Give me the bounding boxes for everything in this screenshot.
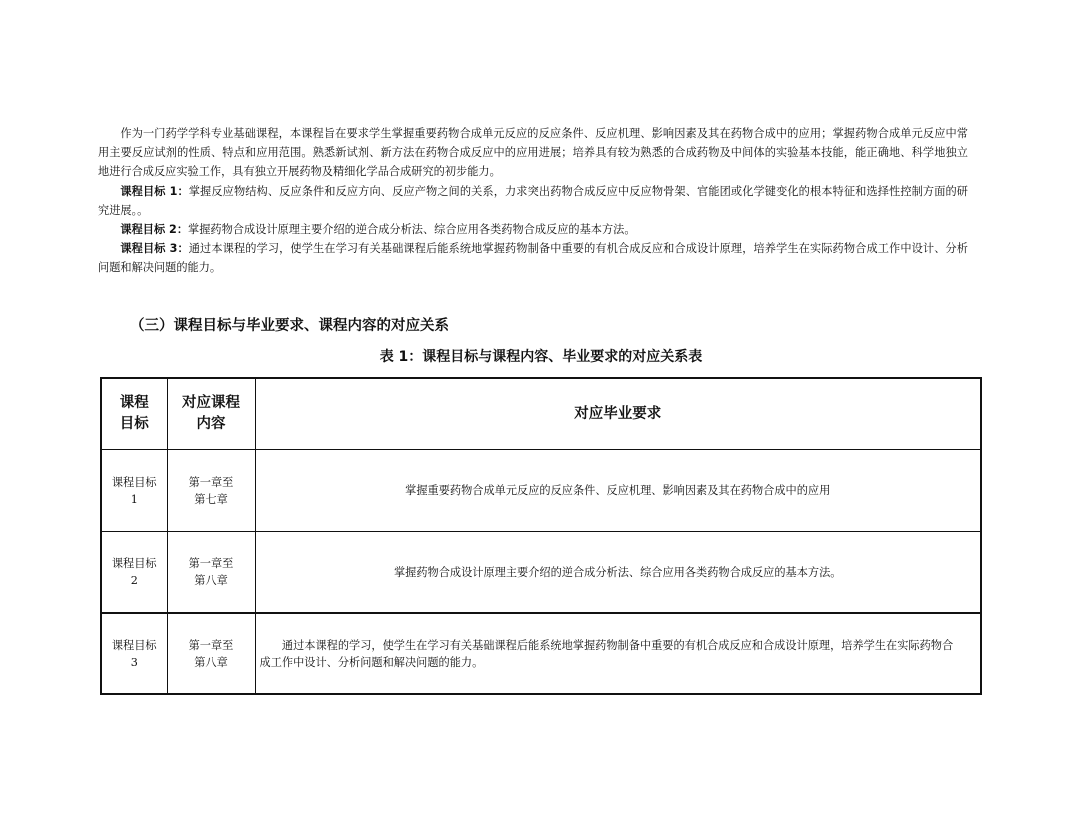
header-content-text: 对应课程内容 <box>181 395 240 432</box>
table-row <box>101 532 981 614</box>
cell-objective-text: 课程目标 3 <box>111 638 157 669</box>
objective-3-text: 通过本课程的学习，使学生在学习有关基础课程后能系统地掌握药物制备中重要的有机合成反应和合成设计原理，培养学生在实际药物合成工作中设计、分析问题和解决问题的能力。 <box>98 242 968 275</box>
cell-content-text: 第一章至第八章 <box>188 557 234 587</box>
cell-objective-text: 课程目标 1 <box>111 475 157 506</box>
cell-requirement <box>255 613 981 694</box>
header-requirement: 对应毕业要求 <box>255 378 981 450</box>
objective-1-paragraph <box>98 182 968 220</box>
objective-2-label: 课程目标 2： <box>120 223 189 237</box>
cell-objective <box>101 532 167 614</box>
cell-content <box>167 532 255 614</box>
section-heading: （三）课程目标与毕业要求、课程内容的对应关系 <box>130 318 449 334</box>
header-objective <box>101 378 167 450</box>
objective-3-paragraph <box>98 239 968 277</box>
cell-requirement-text: 通过本课程的学习，使学生在学习有关基础课程后能系统地掌握药物制备中重要的有机合成反应和合成设计原理，培养学生在实际药物合成工作中设计、分析问题和解决问题的能力。 <box>259 638 954 669</box>
table-row <box>101 613 981 694</box>
objective-1-label: 课程目标 1： <box>120 184 189 198</box>
header-content <box>167 378 255 450</box>
objective-2-text: 掌握药物合成设计原理主要介绍的逆合成分析法、综合应用各类药物合成反应的基本方法。 <box>188 223 636 237</box>
cell-content-text: 第一章至第八章 <box>188 638 234 669</box>
objective-3-label: 课程目标 3： <box>120 242 189 256</box>
cell-content-text: 第一章至第七章 <box>188 475 234 506</box>
table-caption: 表 1：课程目标与课程内容、毕业要求的对应关系表 <box>379 349 703 365</box>
cell-requirement: 掌握重要药物合成单元反应的反应条件、反应机理、影响因素及其在药物合成中的应用 <box>255 450 981 532</box>
header-objective-text: 课程目标 <box>119 395 149 432</box>
objective-1-text: 掌握反应物结构、反应条件和反应方向、反应产物之间的关系，力求突出药物合成反应中反应物骨架、官能团或化学键变化的根本特征和选择性控制方面的研究进展。。 <box>98 184 968 217</box>
objective-mapping-table <box>100 377 982 695</box>
cell-content <box>167 613 255 694</box>
cell-objective <box>101 613 167 694</box>
cell-content <box>167 450 255 532</box>
intro-paragraph <box>98 124 968 182</box>
objective-2-paragraph <box>98 220 968 239</box>
table-row <box>101 450 981 532</box>
cell-objective-text: 课程目标 2 <box>111 557 157 587</box>
cell-requirement: 掌握药物合成设计原理主要介绍的逆合成分析法、综合应用各类药物合成反应的基本方法。 <box>255 532 981 614</box>
cell-objective <box>101 450 167 532</box>
course-intro <box>98 124 968 278</box>
table-header-row <box>101 378 981 450</box>
intro-paragraph-text: 作为一门药学学科专业基础课程，本课程旨在要求学生掌握重要药物合成单元反应的反应条件、反应机理、影响因素及其在药物合成中的应用；掌握药物合成单元反应中常用主要反应试剂的性质、特点和应用范围。熟悉新试剂、新方法在药物合成反应中的应用进展；培养具有较为熟悉的合成药物及中间体的实验基本技能，能正确地、科学地独立地进行合成反应实验工作，具有独立开展药物及精细化学品合成研究的初步能力。 <box>98 127 968 179</box>
